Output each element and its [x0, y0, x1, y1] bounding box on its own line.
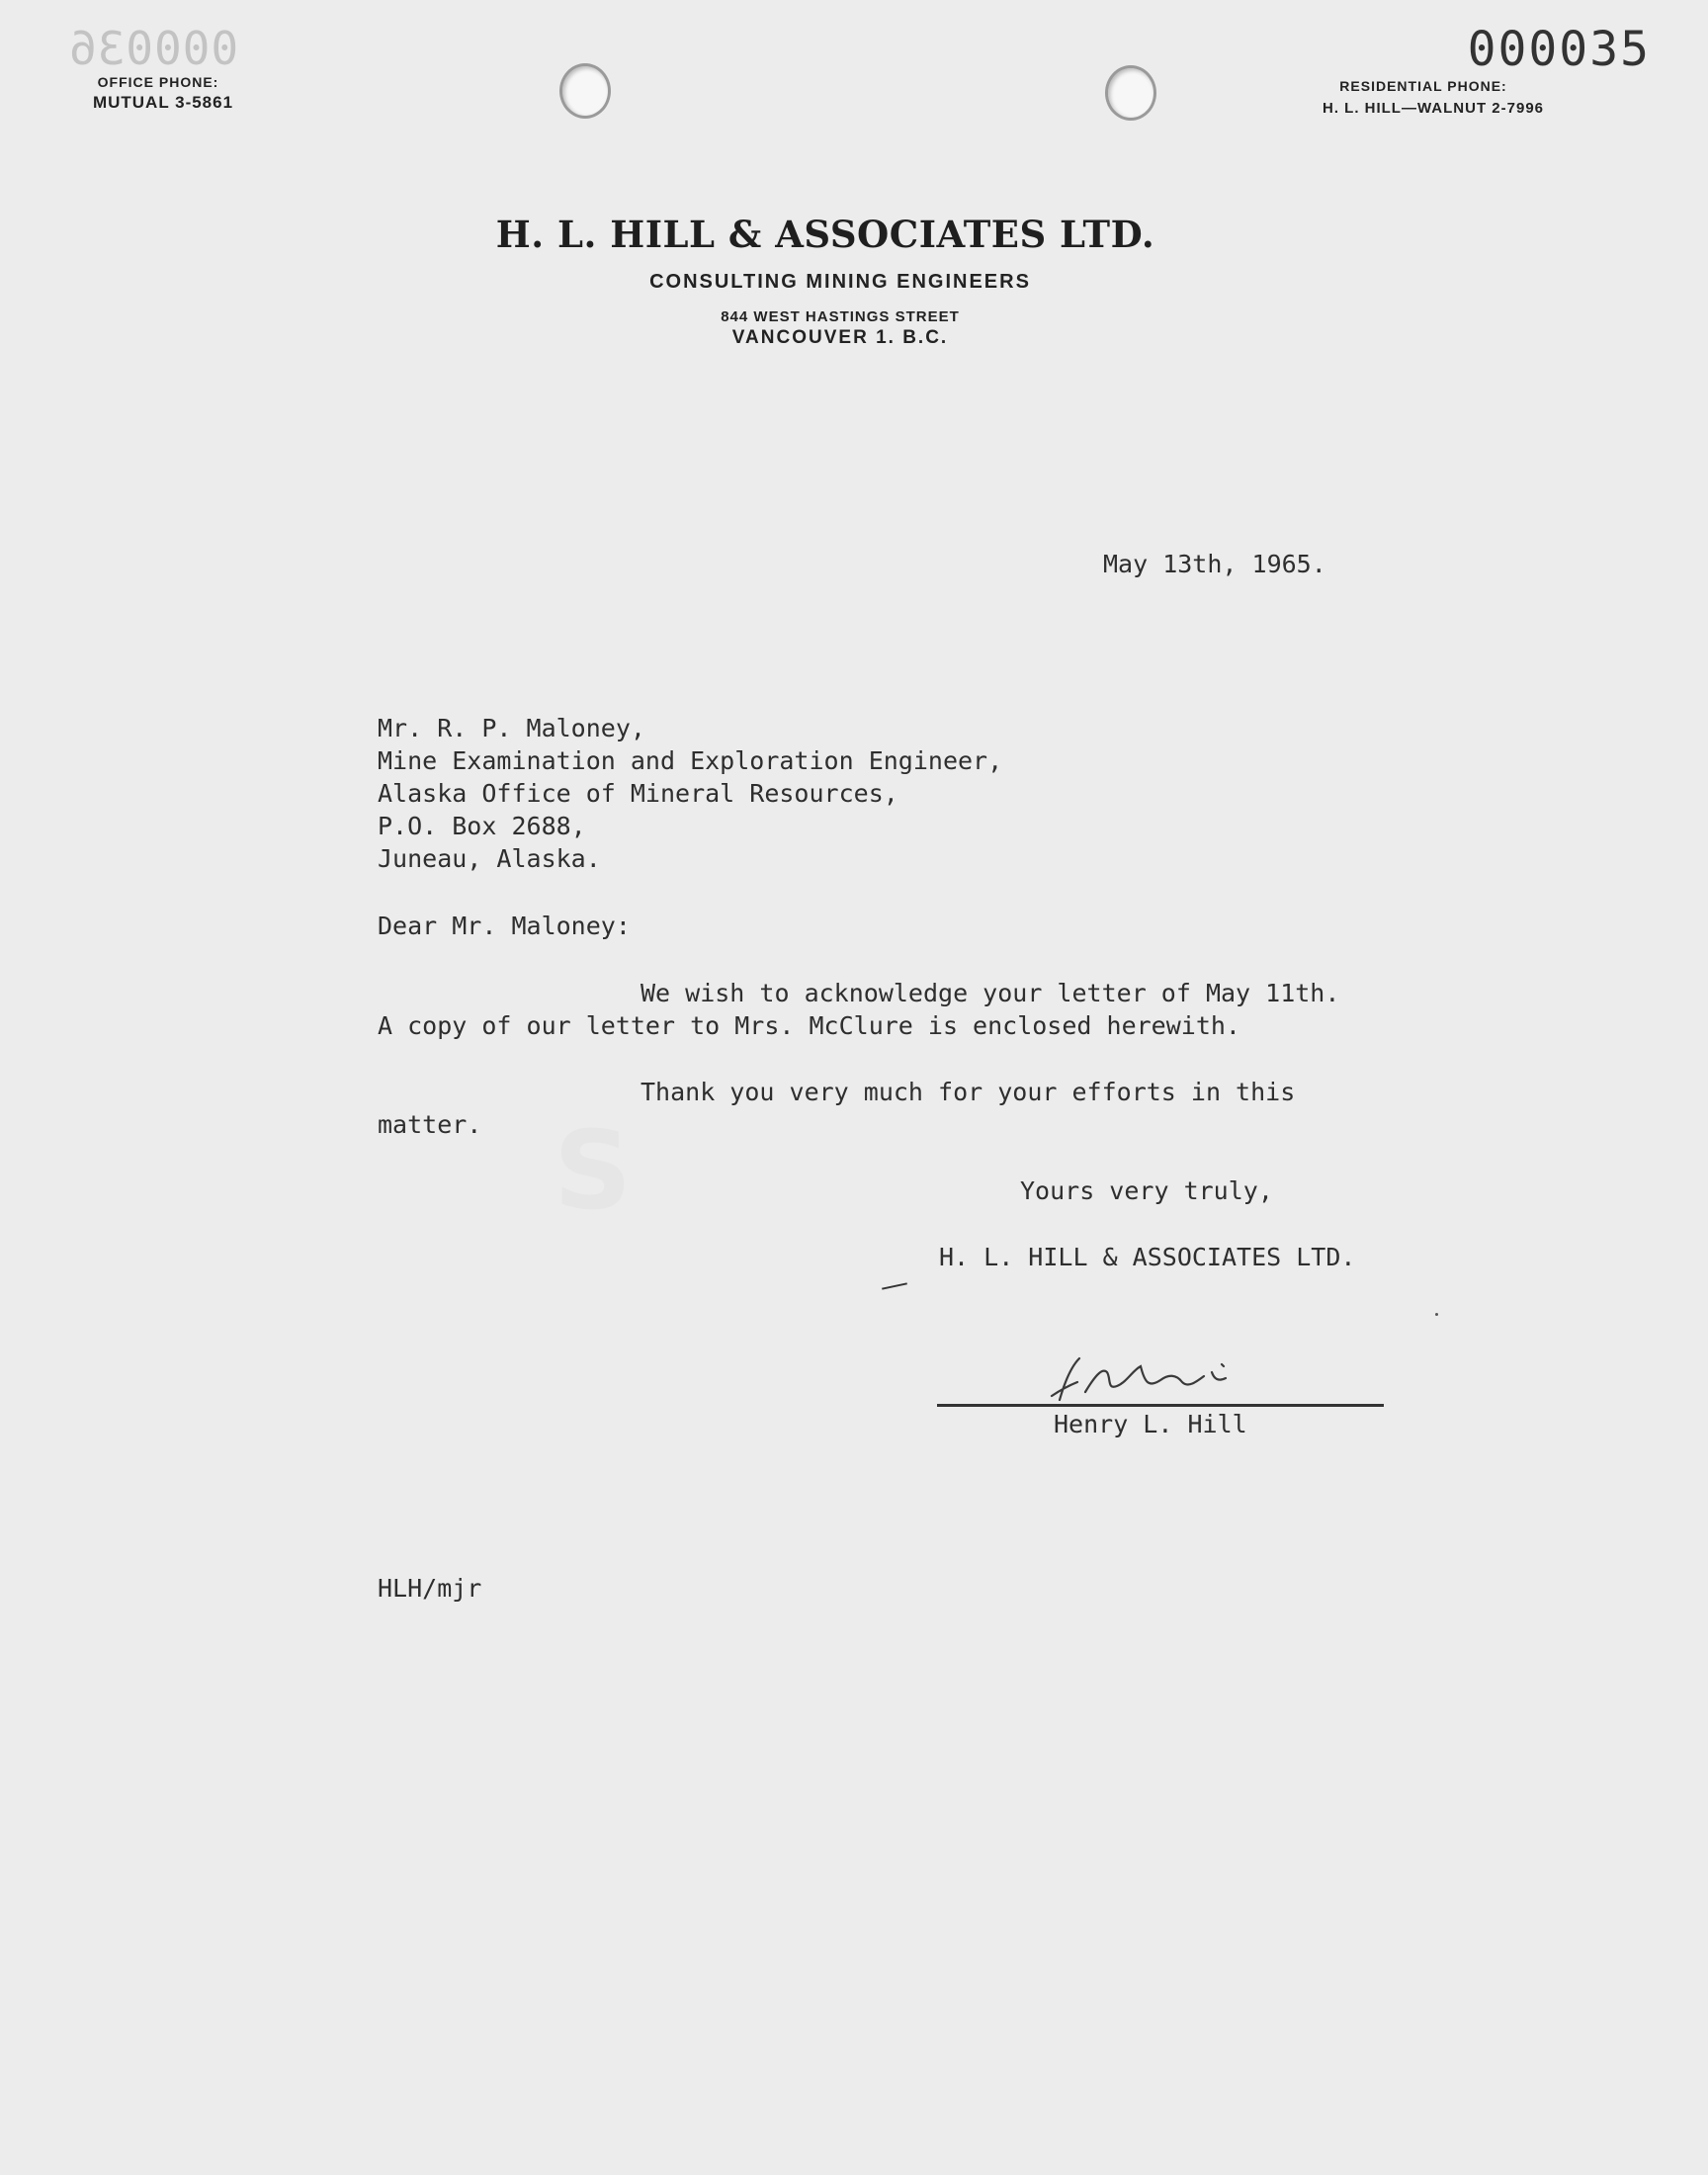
body-paragraph-1-line-2: A copy of our letter to Mrs. McClure is enclosed herewith.	[378, 1011, 1240, 1040]
residential-phone-label: RESIDENTIAL PHONE:	[1339, 78, 1507, 94]
company-city: VANCOUVER 1. B.C.	[731, 327, 949, 348]
recipient-line: Juneau, Alaska.	[378, 844, 601, 873]
salutation: Dear Mr. Maloney:	[378, 912, 631, 940]
handwritten-signature	[1038, 1352, 1275, 1412]
company-tagline: CONSULTING MINING ENGINEERS	[649, 271, 1031, 293]
recipient-line: Alaska Office of Mineral Resources,	[378, 779, 898, 808]
residential-phone: H. L. HILL—WALNUT 2-7996	[1322, 100, 1545, 117]
body-paragraph-2-line-2: matter.	[378, 1110, 482, 1139]
stray-dot	[1435, 1313, 1438, 1316]
punch-hole-left	[559, 63, 611, 119]
office-phone: MUTUAL 3-5861	[92, 93, 234, 112]
pen-mark	[882, 1282, 907, 1289]
signer-name: Henry L. Hill	[1054, 1410, 1247, 1438]
office-phone-label: OFFICE PHONE:	[97, 74, 219, 90]
body-paragraph-2-line-1: Thank you very much for your efforts in this	[640, 1078, 1296, 1106]
typist-initials: HLH/mjr	[378, 1574, 482, 1603]
recipient-line: Mine Examination and Exploration Engineer,	[378, 746, 1003, 775]
letter-date: May 13th, 1965.	[1103, 550, 1326, 578]
mirrored-document-number: 000036	[67, 22, 239, 75]
closing: Yours very truly,	[1020, 1176, 1273, 1205]
recipient-line: P.O. Box 2688,	[378, 812, 586, 840]
punch-hole-right	[1105, 65, 1156, 121]
recipient-line: Mr. R. P. Maloney,	[378, 714, 645, 742]
body-paragraph-1-line-1: We wish to acknowledge your letter of May 11th.	[640, 979, 1340, 1007]
signature-line	[937, 1404, 1384, 1407]
company-street: 844 WEST HASTINGS STREET	[721, 308, 960, 325]
document-number: 000035	[1467, 22, 1651, 77]
company-name: H. L. HILL & ASSOCIATES LTD.	[495, 213, 1155, 256]
bleed-through-mark: S	[554, 1107, 633, 1234]
signature-company: H. L. HILL & ASSOCIATES LTD.	[939, 1243, 1356, 1271]
